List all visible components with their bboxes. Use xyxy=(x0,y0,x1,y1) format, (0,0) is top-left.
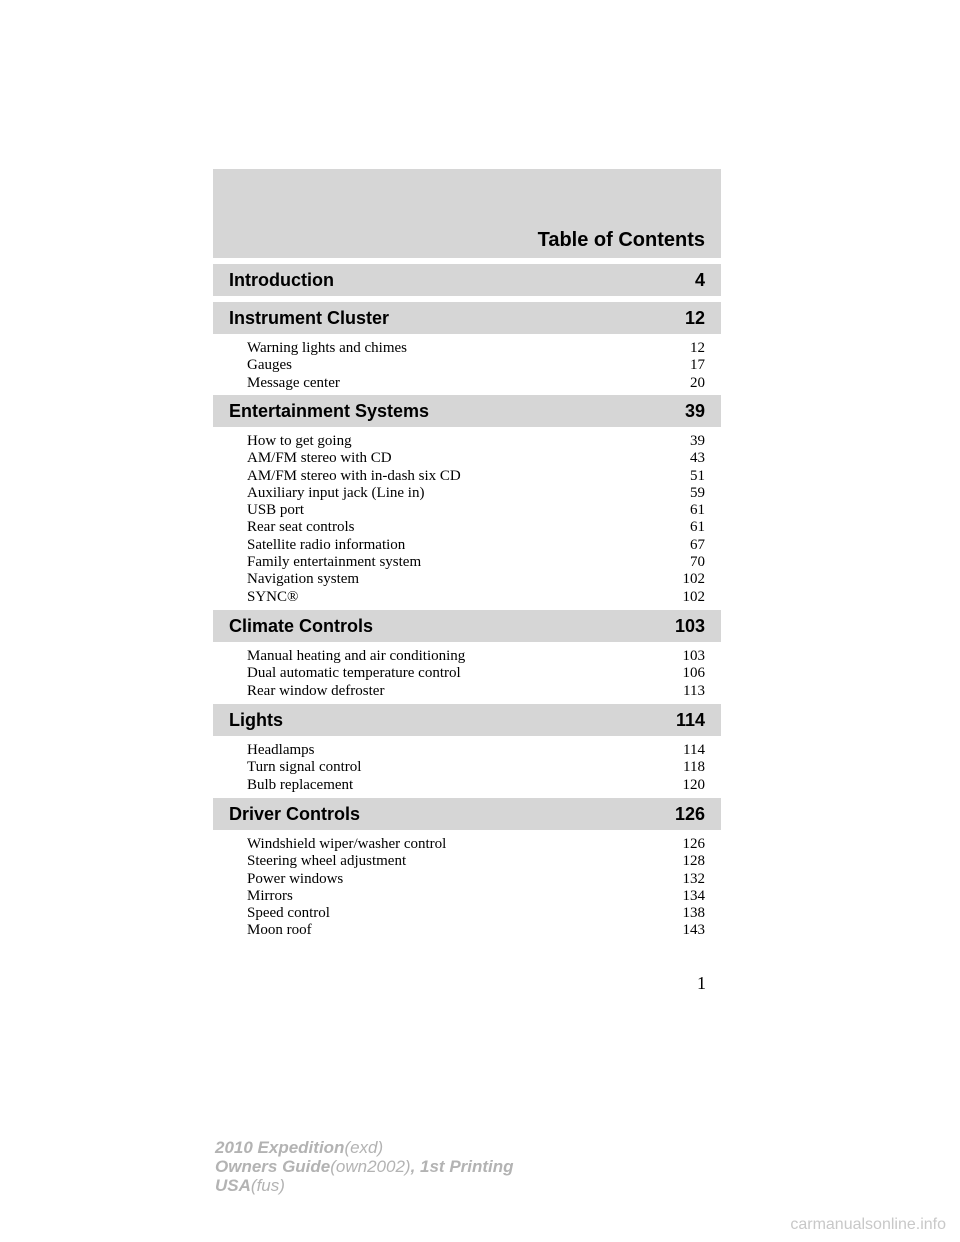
page-title: Table of Contents xyxy=(537,229,705,251)
toc-entry[interactable] xyxy=(247,888,705,905)
entry-page: 132 xyxy=(682,870,705,887)
header-box xyxy=(213,169,721,258)
watermark[interactable]: carmanualsonline.info xyxy=(790,1216,946,1233)
toc-entry[interactable] xyxy=(247,468,705,485)
entry-page: 118 xyxy=(683,759,705,776)
entry-label: Satellite radio information xyxy=(247,536,406,553)
entry-page: 143 xyxy=(682,922,705,939)
entries-driver-controls xyxy=(247,836,705,940)
section-page: 114 xyxy=(675,710,705,730)
page-number: 1 xyxy=(697,973,706,993)
entry-label: Moon roof xyxy=(247,922,312,939)
entry-label: Rear window defroster xyxy=(247,682,385,699)
footer-printing: , 1st Printing xyxy=(410,1157,514,1176)
entry-label: Speed control xyxy=(247,905,330,922)
entry-label: Dual automatic temperature control xyxy=(247,665,461,682)
toc-entry[interactable] xyxy=(247,589,705,606)
section-title: Climate Controls xyxy=(229,616,374,636)
section-page: 12 xyxy=(684,308,705,328)
section-title: Entertainment Systems xyxy=(229,401,430,421)
entry-page: 134 xyxy=(682,887,705,904)
entry-label: Bulb replacement xyxy=(247,776,354,793)
entry-label: Manual heating and air conditioning xyxy=(247,648,466,664)
entry-page: 138 xyxy=(682,905,705,922)
toc-entry[interactable] xyxy=(247,485,705,502)
toc-entry[interactable] xyxy=(247,571,705,588)
toc-entry[interactable] xyxy=(247,683,705,700)
entries-lights xyxy=(247,742,705,794)
entry-label: Mirrors xyxy=(247,887,293,904)
section-title: Introduction xyxy=(229,270,334,290)
entries-instrument-cluster xyxy=(247,340,705,392)
entry-page: 114 xyxy=(683,742,705,758)
toc-entry[interactable] xyxy=(247,853,705,870)
section-entertainment-systems[interactable] xyxy=(213,395,721,427)
entry-label: Message center xyxy=(247,374,340,391)
section-climate-controls[interactable] xyxy=(213,610,721,642)
toc-entry[interactable] xyxy=(247,537,705,554)
section-lights[interactable] xyxy=(213,704,721,736)
footer-line-3 xyxy=(215,1176,514,1195)
toc-entry[interactable] xyxy=(247,665,705,682)
entries-entertainment-systems xyxy=(247,433,705,606)
entry-label: Warning lights and chimes xyxy=(247,340,408,356)
section-introduction[interactable] xyxy=(213,264,721,296)
entry-page: 20 xyxy=(690,374,705,391)
toc-entry[interactable] xyxy=(247,340,705,357)
footer-guide-code: (own2002) xyxy=(330,1157,411,1176)
entry-label: Gauges xyxy=(247,357,292,374)
entry-label: Auxiliary input jack (Line in) xyxy=(247,484,425,501)
toc-entry[interactable] xyxy=(247,759,705,776)
entry-page: 113 xyxy=(683,682,705,699)
footer-line-2 xyxy=(215,1157,514,1176)
entry-page: 43 xyxy=(690,450,705,467)
entries-climate-controls xyxy=(247,648,705,700)
entry-label: Windshield wiper/washer control xyxy=(247,836,447,852)
entry-page: 128 xyxy=(682,853,705,870)
toc-entry[interactable] xyxy=(247,836,705,853)
toc-entry[interactable] xyxy=(247,922,705,939)
toc-entry[interactable] xyxy=(247,648,705,665)
entry-page: 61 xyxy=(690,502,705,519)
section-page: 4 xyxy=(694,270,705,290)
entry-page: 102 xyxy=(682,571,705,588)
entry-page: 70 xyxy=(690,554,705,571)
section-title: Driver Controls xyxy=(229,804,361,824)
footer-line-1 xyxy=(215,1138,514,1157)
footer-printing-info xyxy=(215,1138,514,1195)
toc-entry[interactable] xyxy=(247,905,705,922)
entry-page: 126 xyxy=(682,836,705,852)
entry-page: 102 xyxy=(682,588,705,605)
toc-entry[interactable] xyxy=(247,554,705,571)
entry-page: 59 xyxy=(690,484,705,501)
section-page: 126 xyxy=(674,804,705,824)
entry-page: 39 xyxy=(690,433,705,449)
section-instrument-cluster[interactable] xyxy=(213,302,721,334)
entry-label: Steering wheel adjustment xyxy=(247,853,407,870)
entry-label: How to get going xyxy=(247,433,352,449)
entry-page: 120 xyxy=(682,776,705,793)
toc-entry[interactable] xyxy=(247,450,705,467)
section-driver-controls[interactable] xyxy=(213,798,721,830)
section-page: 39 xyxy=(684,401,705,421)
toc-entry[interactable] xyxy=(247,777,705,794)
toc-entry[interactable] xyxy=(247,433,705,450)
entry-label: USB port xyxy=(247,502,305,519)
entry-page: 103 xyxy=(682,648,705,664)
footer-market: USA xyxy=(215,1176,251,1195)
entry-page: 106 xyxy=(682,665,705,682)
entry-label: AM/FM stereo with CD xyxy=(247,450,392,467)
entry-label: Turn signal control xyxy=(247,759,362,776)
toc-entry[interactable] xyxy=(247,502,705,519)
toc-entry[interactable] xyxy=(247,871,705,888)
footer-model-code: (exd) xyxy=(344,1138,384,1157)
toc-entry[interactable] xyxy=(247,375,705,392)
footer-model: 2010 Expedition xyxy=(215,1138,345,1157)
entry-label: Power windows xyxy=(247,870,344,887)
entry-label: Rear seat controls xyxy=(247,519,355,536)
toc-entry[interactable] xyxy=(247,357,705,374)
footer-market-code: (fus) xyxy=(250,1176,285,1195)
entry-label: Headlamps xyxy=(247,742,315,758)
section-page: 103 xyxy=(674,616,705,636)
entry-page: 12 xyxy=(690,340,705,356)
entry-label: SYNC® xyxy=(247,588,299,605)
entry-label: Family entertainment system xyxy=(247,554,422,571)
entry-label: Navigation system xyxy=(247,571,360,588)
entry-page: 67 xyxy=(690,536,705,553)
entry-page: 51 xyxy=(690,467,705,484)
toc-entry[interactable] xyxy=(247,742,705,759)
section-title: Instrument Cluster xyxy=(229,308,390,328)
entry-label: AM/FM stereo with in-dash six CD xyxy=(247,467,461,484)
toc-entry[interactable] xyxy=(247,519,705,536)
section-title: Lights xyxy=(229,710,283,730)
footer-guide: Owners Guide xyxy=(215,1157,331,1176)
entry-page: 17 xyxy=(690,357,705,374)
entry-page: 61 xyxy=(690,519,705,536)
